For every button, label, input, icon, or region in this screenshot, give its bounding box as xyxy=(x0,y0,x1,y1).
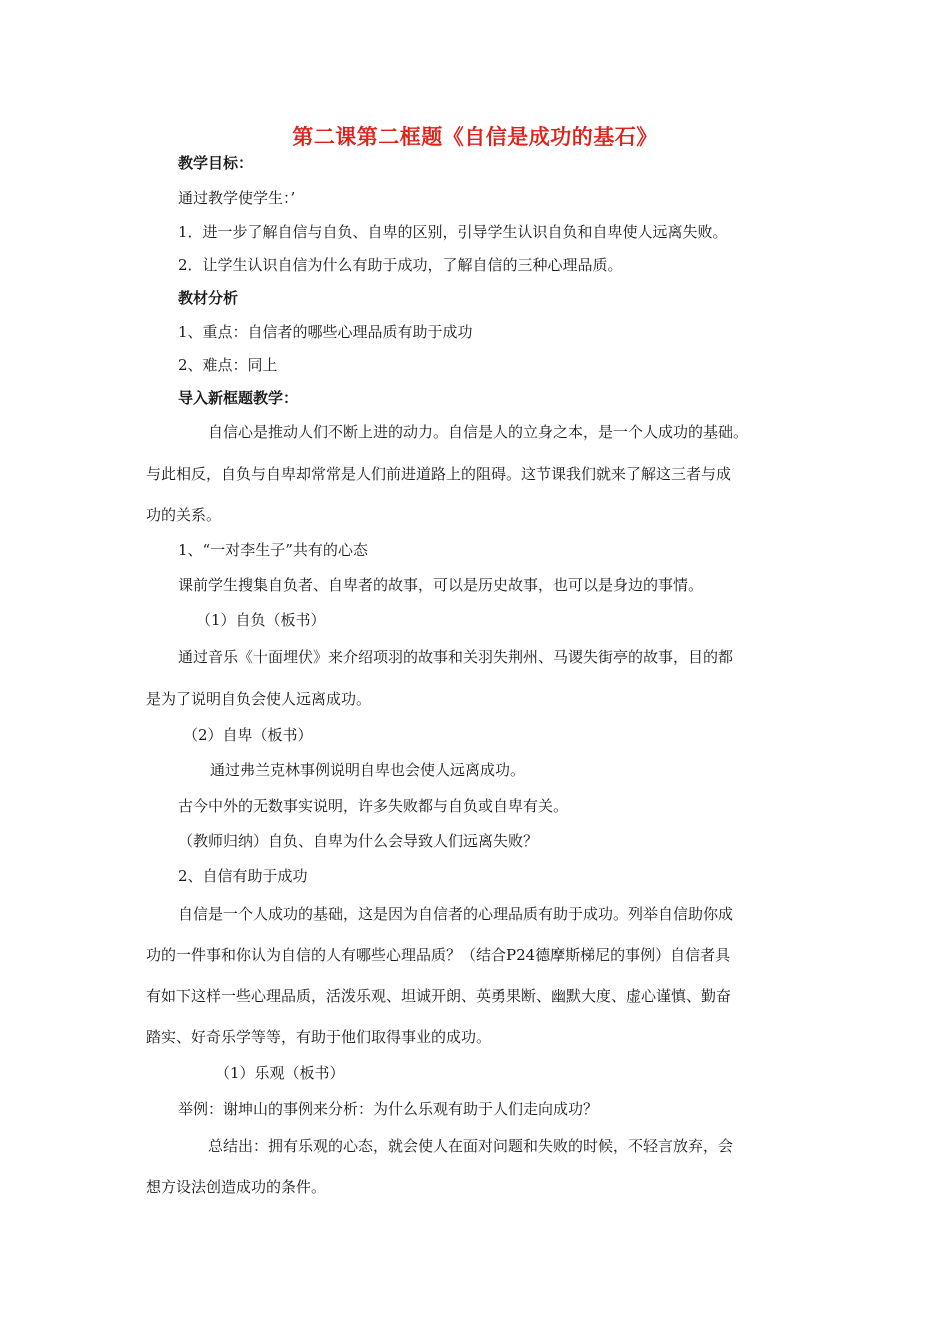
paragraph-line: 自信心是推动人们不断上进的动力。自信是人的立身之本，是一个人成功的基础。 xyxy=(208,423,749,441)
paragraph-line: 1．进一步了解自信与自负、自卑的区别，引导学生认识自负和自卑使人远离失败。 xyxy=(178,223,728,241)
heading-teaching-goals: 教学目标： xyxy=(178,154,254,172)
paragraph-line: 功的一件事和你认为自信的人有哪些心理品质？（结合P24德摩斯梯尼的事例）自信者具 xyxy=(146,946,731,964)
paragraph-line: 总结出：拥有乐观的心态，就会使人在面对问题和失败的时候，不轻言放弃，会 xyxy=(208,1137,734,1155)
paragraph-line: 1、“一对李生子”共有的心态 xyxy=(178,541,368,559)
paragraph-line: 2．让学生认识自信为什么有助于成功，了解自信的三种心理品质。 xyxy=(178,256,623,274)
paragraph-line: 自信是一个人成功的基础，这是因为自信者的心理品质有助于成功。列举自信助你成 xyxy=(178,905,734,923)
paragraph-line: 与此相反，自负与自卑却常常是人们前进道路上的阻碍。这节课我们就来了解这三者与成 xyxy=(146,465,732,483)
paragraph-line: 1、重点：自信者的哪些心理品质有助于成功 xyxy=(178,323,473,341)
heading-material-analysis: 教材分析 xyxy=(178,289,239,307)
paragraph-line: 通过教学使学生：’ xyxy=(178,189,296,207)
paragraph-line: 举例：谢坤山的事例来分析：为什么乐观有助于人们走向成功？ xyxy=(178,1100,599,1118)
paragraph-line: 有如下这样一些心理品质，活泼乐观、坦诚开朗、英勇果断、幽默大度、虚心谨慎、勤奋 xyxy=(146,987,732,1005)
paragraph-line: 课前学生搜集自负者、自卑者的故事，可以是历史故事，也可以是身边的事情。 xyxy=(178,576,704,594)
heading-introduction: 导入新框题教学： xyxy=(178,389,299,407)
paragraph-line: 是为了说明自负会使人远离成功。 xyxy=(146,690,372,708)
paragraph-line: （1）乐观（板书） xyxy=(215,1064,345,1082)
paragraph-line: 2、难点：同上 xyxy=(178,356,278,374)
paragraph-line: （1）自负（板书） xyxy=(196,611,326,629)
paragraph-line: （2）自卑（板书） xyxy=(183,726,313,744)
paragraph-line: 古今中外的无数事实说明，许多失败都与自负或自卑有关。 xyxy=(178,797,569,815)
paragraph-line: （教师归纳）自负、自卑为什么会导致人们远离失败？ xyxy=(178,832,539,850)
paragraph-line: 2、自信有助于成功 xyxy=(178,867,308,885)
paragraph-line: 通过弗兰克林事例说明自卑也会使人远离成功。 xyxy=(210,761,526,779)
paragraph-line: 通过音乐《十面埋伏》来介绍项羽的故事和关羽失荆州、马谡失街亭的故事，目的都 xyxy=(178,648,734,666)
paragraph-line: 踏实、好奇乐学等等，有助于他们取得事业的成功。 xyxy=(146,1028,492,1046)
paragraph-line: 功的关系。 xyxy=(146,506,222,524)
document-title: 第二课第二框题《自信是成功的基石》 xyxy=(292,125,658,149)
paragraph-line: 想方设法创造成功的条件。 xyxy=(146,1178,327,1196)
